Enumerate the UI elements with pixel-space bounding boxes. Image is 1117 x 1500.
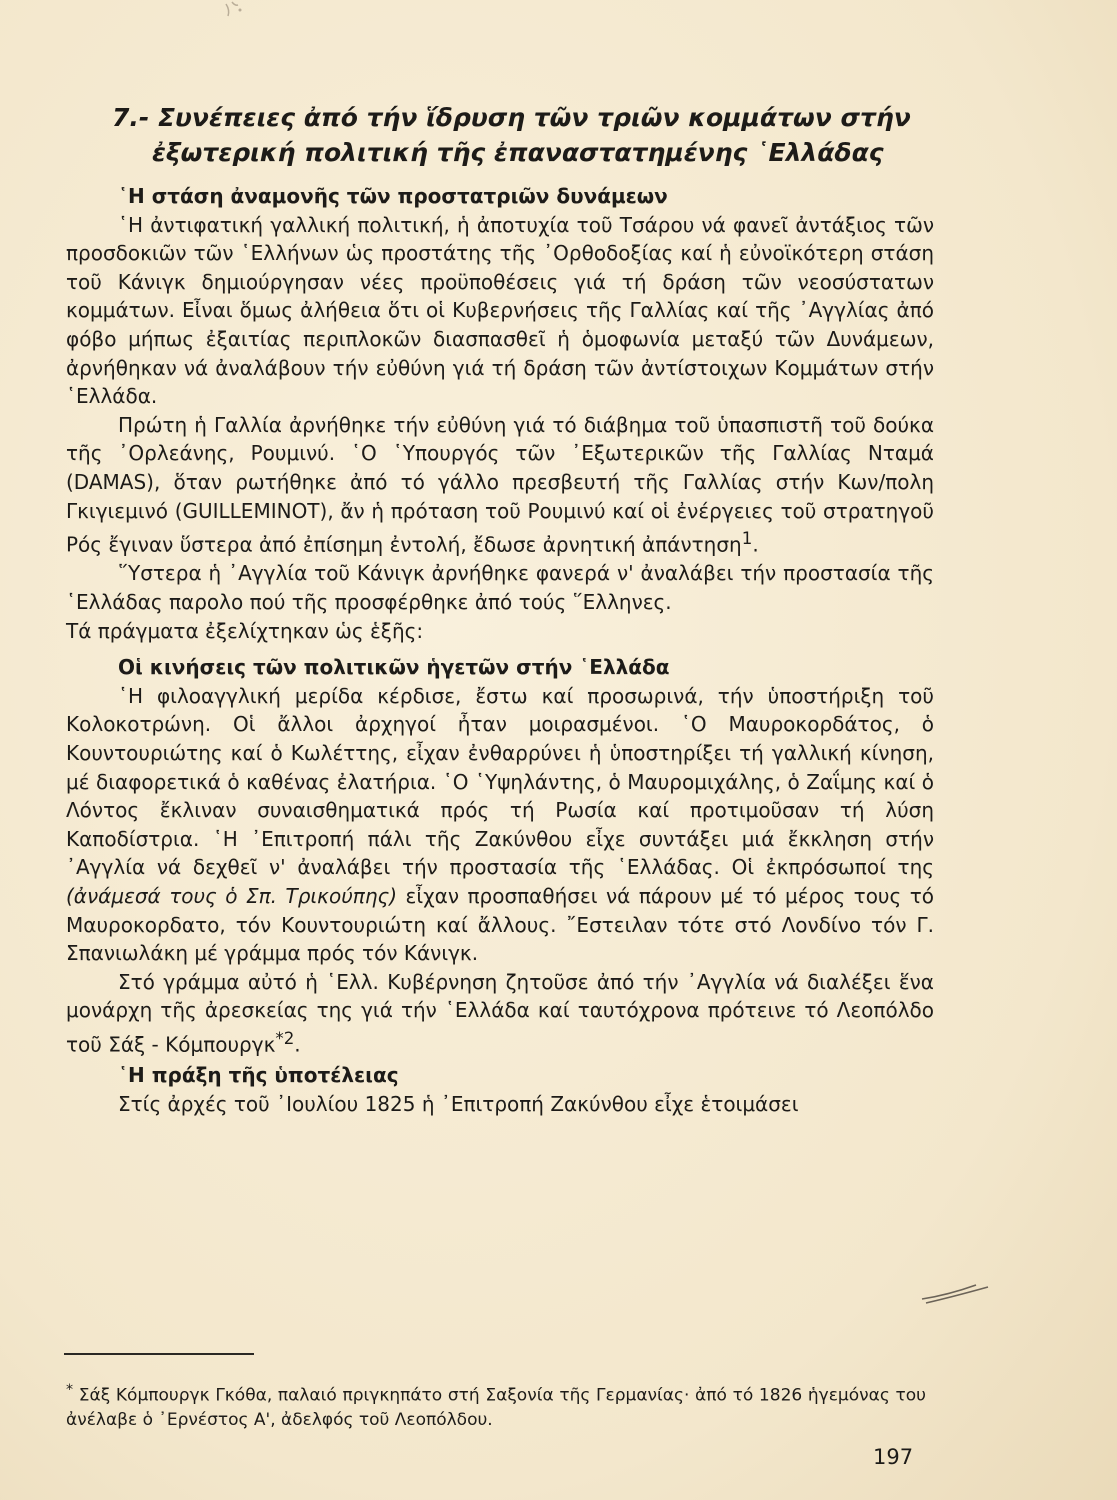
paragraph-italic: (ἀνάμεσά τους ὁ Σπ. Τρικούπης) [66, 883, 398, 908]
paragraph [66, 411, 934, 560]
footnote-marker: * [66, 1382, 74, 1398]
chapter-title [112, 100, 972, 170]
body-text [66, 182, 934, 1118]
paragraph-text: Πρώτη ἡ Γαλλία ἀρνήθηκε τήν εὐθύνη γιά τό διάβημα τοῦ ὑπασπιστῆ τοῦ δούκα τῆς ᾿Ορλεάνης, Ρουμινύ. ῾Ο ῾Υπουργός τῶν ᾿Εξωτερικῶν τῆς Γαλλίας Νταμά (DAMAS), ὅταν ρωτήθηκε ἀπό τό γάλλο πρεσβευτή τῆς Γαλλίας στήν Κων/πολη Γκιγιεμινό (GUILLEMINOT), ἄν ἡ πρόταση τοῦ Ρουμινύ καί οἱ ἐνέργειες τοῦ στρατηγοῦ Ρός ἔγιναν ὕστερα ἀπό ἐπίσημη ἐντολή, ἔδωσε ἀρνητική ἀπάντηση [66, 412, 934, 557]
section-heading-leaders: Οἱ κινήσεις τῶν πολιτικῶν ἡγετῶν στήν ῾Ελλάδα [118, 655, 670, 680]
title-line-1: 7.- Συνέπειες ἀπό τήν ἵδρυση τῶν τριῶν κομμάτων στήν [112, 103, 911, 132]
footnote-ref: *2 [275, 1028, 295, 1048]
footnote-ref: 1 [741, 529, 753, 549]
paragraph [66, 968, 934, 1059]
paragraph [66, 682, 934, 968]
paragraph: Τά πράγματα ἐξελίχτηκαν ὡς ἑξῆς: [66, 618, 424, 643]
paragraph-text: ῾Η φιλοαγγλική μερίδα κέρδισε, ἔστω καί προσωρινά, τήν ὑποστήριξη τοῦ Κολοκοτρώνη. Οἱ ἄλλοι ἀρχηγοί ἦταν μοιρασμένοι. ῾Ο Μαυροκορδάτος, ὁ Κουντουριώτης καί ὁ Κωλέττης, εἶχαν ἐνθαρρύνει ἡ ὑποστηρίξει τή γαλλική κίνηση, μέ διαφορετικά ὁ καθένας ἐλατήρια. ῾Ο ῾Υψηλάντης, ὁ Μαυρομιχάλης, ὁ Ζαΐμης καί ὁ Λόντος ἔκλιναν συναισθηματικά πρός τή Ρωσία καί προτιμοῦσαν τή λύση Καποδίστρια. ῾Η ᾿Επιτροπή πάλι τῆς Ζακύνθου εἶχε συντάξει μιά ἔκκληση στήν ᾿Αγγλία νά δεχθεῖ ν' ἀναλάβει τήν προστασία τῆς ῾Ελλάδας. Οἱ ἐκπρόσωποί της [66, 683, 934, 880]
title-line-2: ἐξωτερική πολιτική τῆς ἐπαναστατημένης ῾Ελλάδας [152, 138, 884, 167]
paragraph: ῾Η ἀντιφατική γαλλική πολιτική, ἡ ἀποτυχία τοῦ Τσάρου νά φανεῖ ἀντάξιος τῶν προσδοκιῶν τῶν ῾Ελλήνων ὡς προστάτης τῆς ᾿Ορθοδοξίας καί ἡ εὐνοϊκότερη στάση τοῦ Κάνιγκ δημιούργησαν νέες προϋποθέσεις γιά τή δράση τῶν νεοσύστατων κομμάτων. Εἶναι ὅμως ἀλήθεια ὅτι οἱ Κυβερνήσεις τῆς Γαλλίας καί τῆς ᾿Αγγλίας ἀπό φόβο μήπως ἐξαιτίας περιπλοκῶν διασπασθεῖ ἡ ὁμοφωνία μεταξύ τῶν Δυνάμεων, ἀρνήθηκαν νά ἀναλάβουν τήν εὐθύνη γιά τή δράση τῶν ἀντίστοιχων Κομμάτων στήν ῾Ελλάδα. [66, 212, 934, 409]
ink-speck-icon [220, 0, 250, 30]
page-number: 197 [873, 1445, 914, 1469]
paragraph: ῞Υστερα ἡ ᾿Αγγλία τοῦ Κάνιγκ ἀρνήθηκε φανερά ν' ἀναλάβει τήν προστασία τῆς ῾Ελλάδας παρολο πού τῆς προσφέρθηκε ἀπό τούς ῞Ελληνες. [66, 561, 934, 614]
footnote-text: Σάξ Κόμπουργκ Γκόθα, παλαιό πριγκηπάτο στή Σαξονία τῆς Γερμανίας· ἀπό τό 1826 ἡγεμόνας του ἀνέλαβε ὁ ᾿Ερνέστος Α', ἀδελφός τοῦ Λεοπόλδου. [66, 1385, 926, 1430]
footnote [66, 1378, 926, 1432]
section-heading-submission: ῾Η πράξη τῆς ὑποτέλειας [118, 1063, 399, 1088]
paragraph-rest: εἶχαν προσπαθήσει νά πάρουν μέ τό μέρος τους τό Μαυροκορδατο, τόν Κουντουριώτη καί ἄλλους. ῎Εστειλαν τότε στό Λονδίνο τόν Γ. Σπανιωλάκη μέ γράμμα πρός τόν Κάνιγκ. [66, 883, 934, 966]
footnote-rule [64, 1353, 254, 1355]
paragraph-end: . [294, 1032, 301, 1057]
paragraph-end: . [752, 532, 759, 557]
paragraph: Στίς ἀρχές τοῦ ᾿Ιουλίου 1825 ἡ ᾿Επιτροπή Ζακύνθου εἶχε ἑτοιμάσει [118, 1091, 799, 1116]
section-heading-standby: ῾Η στάση ἀναμονῆς τῶν προστατριῶν δυνάμεων [118, 184, 668, 208]
paragraph-text: Στό γράμμα αὐτό ἡ ῾Ελλ. Κυβέρνηση ζητοῦσε ἀπό τήν ᾿Αγγλία νά διαλέξει ἕνα μονάρχη τῆς ἀρεσκείας της γιά τήν ῾Ελλάδα καί ταυτόχρονα πρότεινε τό Λεοπόλδο τοῦ Σάξ - Κόμπουργκ [66, 969, 934, 1057]
pen-mark-icon [918, 1277, 998, 1307]
